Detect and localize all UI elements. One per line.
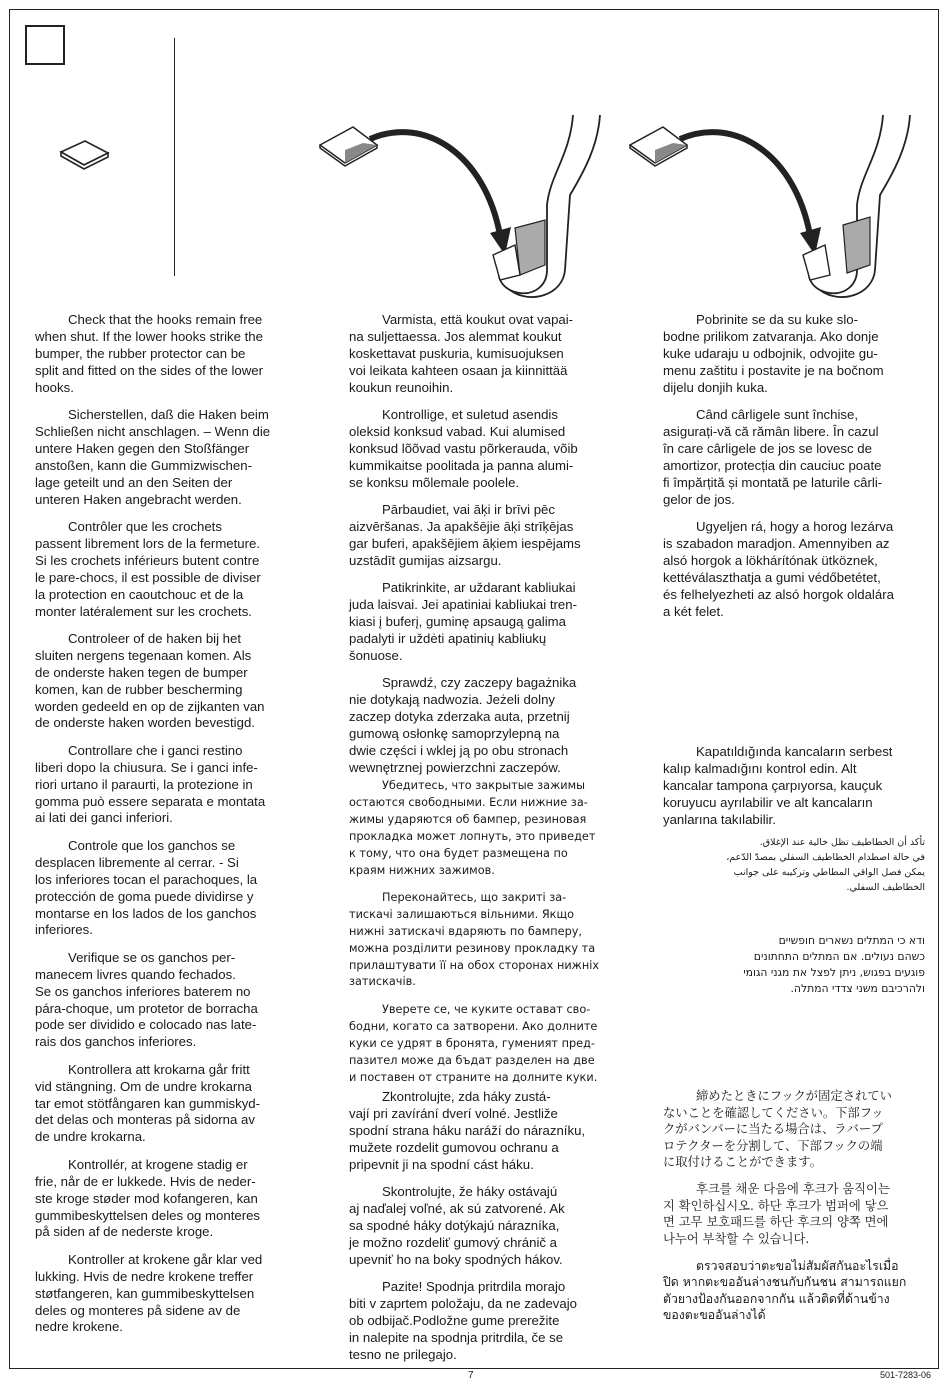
text-uk: Переконайтесь, що закриті за- тискачі залишаються вільними. Якщо нижні затискачі вдаряють по бамперу, можна розділити резинову прокладку та прилаштувати її на обох сторонах нижніх затискачів. — [349, 890, 600, 989]
column-middle — [349, 312, 614, 787]
text-fi: Varmista, että koukut ovat vapai- na suljettaessa. Jos alemmat koukut koskettavat puskuria, kumisuojuksen voi leikata kahteen osaan ja kiinnittää koukun reunoihin. — [349, 312, 574, 395]
text-hu: Ugyeljen rá, hogy a horog lezárva is szabadon maradjon. Amennyiben az alsó horgok a lökhárítónak ütköznek, kettéválaszthatja a gumi védőbetétet, és felhelyezheti az alsó horgok oldalára a két felet. — [663, 518, 894, 619]
step-checkbox — [25, 25, 65, 65]
text-ko: 후크를 채운 다음에 후크가 움직이는 지 확인하십시오. 하단 후크가 범퍼에 닿으 면 고무 보호패드를 하단 후크의 양쪽 면에 나누어 부착할 수 있습니다. — [663, 1182, 890, 1246]
text-de: Sicherstellen, daß die Haken beim Schließen nicht anschlagen. – Wenn die untere Haken gegen den Stoßfänger anstoßen, kann die Gummizwischen- lage geteilt und an den Seiten der unteren Haken angebracht werden. — [35, 407, 271, 507]
text-th: ตรวจสอบว่าตะขอไม่สัมผัสกันอะไรเมื่อ ปิด หากตะขออันล่างชนกับกันชน สามารถแยก ตัวยางป้องกันออกจากกัน แล้วติดที่ด้านข้าง ของตะขออันล่างได้ — [663, 1258, 907, 1322]
text-ja: 締めたときにフックが固定されてい ないことを確認してください。下部フッ クがバンパーに当たる場合は、ラバープ ロテクターを分割して、下部フックの端 に取付けることができます。 — [663, 1089, 892, 1169]
document-code: 501-7283-06 — [880, 1370, 932, 1380]
text-tr: Kapatıldığında kancaların serbest kalıp kalmadığını kontrol edin. Alt kancalar tampona çarpıyorsa, kauçuk koruyucu ayrılabilir ve alt kancaların yanlarına takılabilir. — [663, 744, 893, 827]
text-sl: Pazite! Spodnja pritrdila morajo biti v zaprtem položaju, da ne zadevajo ob odbijač.Podložne gume prerežite in nalepite na spodnja pritrdila, če se tesno ne prilegajo. — [349, 1279, 577, 1362]
column-right — [663, 312, 928, 631]
text-sk: Skontrolujte, že háky ostávajú aj naďalej voľné, ak sú zatvorené. Ak sa spodné háky dotýkajú nárazníka, je možno rozdeliť gumový chránič a upevniť ho na boky spodných hákov. — [349, 1184, 565, 1267]
text-fr: Contrôler que les crochets passent librement lors de la fermeture. Si les crochets inférieurs butent contre le pare-chocs, il est possible de diviser la protection en caoutchouc et de la monter latéralement sur les crochets. — [35, 518, 261, 619]
column-left — [35, 312, 300, 1347]
text-it: Controllare che i ganci restino liberi dopo la chiusura. Se i ganci infe- riori urtano il paraurti, la protezione in gomma può essere separata e montata ai lati dei ganci inferiori. — [35, 742, 266, 826]
text-lt: Patikrinkite, ar uždarant kabliukai juda laisvai. Jei apatiniai kabliukai tren- kiasi į buferį, guminę apsaugą galima padalyti ir uždėti apatinių kabliukų šonuose. — [349, 580, 577, 663]
column-middle-cyrillic — [349, 778, 614, 1097]
text-ro: Când cârligele sunt închise, asigurați-vă că rămân libere. În cazul în care cârligele de jos se lovesc de amortizor, protecția din cauciuc poate fi împărțită și montată pe laturile cârli- gelor de jos. — [663, 407, 883, 507]
hook-illustration-right — [625, 115, 915, 300]
text-lv: Pārbaudiet, vai āķi ir brīvi pēc aizvēršanas. Ja apakšējie āķi strīķējas gar buferi, apakšējiem āķiem iespējams uzstādīt gumijas aizsargu. — [349, 502, 581, 568]
text-nl: Controleer of de haken bij het sluiten nergens tegenaan komen. Als de onderste haken tegen de bumper komen, kan de rubber bescherming worden gedeeld en op de zijkanten van de onderste haken worden bevestigd. — [35, 630, 265, 731]
text-ar: تأكد أن الخطاطيف تظل خالية عند الإغلاق. في حالة اصطدام الخطاطيف السفلي بمصدّ الدّعم، يمكن فصل الواقي المطاطي وتركيبه على جوانب الخطاطيف السفلي. — [726, 837, 925, 893]
text-hr: Pobrinite se da su kuke slo- bodne prilikom zatvaranja. Ako donje kuke udaraju u odbojnik, odvojite gu- menu zaštitu i postavite je na bočnom dijelu donjih kuka. — [663, 312, 884, 395]
divider-line — [174, 38, 175, 276]
rubber-pad-illustration — [55, 135, 115, 175]
hook-illustration-left — [315, 115, 605, 300]
text-pt: Verifique se os ganchos per- manecem livres quando fechados. Se os ganchos inferiores baterem no pára-choque, um protetor de borracha pode ser dividido e colocado nas late- rais dos ganchos inferiores. — [35, 949, 258, 1050]
text-da: Kontrollér, at krogene stadig er frie, når de er lukkede. Hvis de neder- ste kroge støder mod kofangeren, kan gummibeskyttelsen deles og monteres på siden af de nederste kroge. — [35, 1156, 261, 1240]
text-cs: Zkontrolujte, zda háky zustá- vají pri zavírání dverí volné. Jestliže spodní strana háku naráží do nárazníku, mužete rozdelit gumovou ochranu a pripevnit ji na spodní cást háku. — [349, 1089, 586, 1172]
column-middle-tail — [349, 1089, 614, 1374]
text-ru: Убедитесь, что закрытые зажимы остаются свободными. Если нижние за- жимы ударяются об бампер, резиновая прокладка может лопнуть, это приведет к тому, что она будет размещена по краям нижних зажимов. — [349, 779, 596, 877]
page-number: 7 — [468, 1370, 474, 1381]
column-right-hebrew — [663, 933, 925, 1008]
column-right-cjk — [663, 1088, 928, 1334]
column-right-turkish — [663, 744, 928, 839]
text-no: Kontroller at krokene går klar ved lukking. Hvis de nedre krokene treffer støtfangeren, kan gummibeskyttelsen deles og monteres på sidene av de nedre krokene. — [35, 1251, 263, 1335]
text-et: Kontrollige, et suletud asendis oleksid konksud vabad. Kui alumised konksud lõõvad vastu põrkerauda, võib kummikaitse poolitada ja panna alumi- se konksu mõlemale poolele. — [349, 407, 578, 490]
text-es: Controle que los ganchos se desplacen libremente al cerrar. - Si los inferiores tocan el parachoques, la protección de goma puede dividirse y montarse en los lados de los ganchos inferiores. — [35, 837, 258, 938]
text-he: ודא כי המתלים נשארים חופשיים כשהם נעולים. אם המתלים התחתונים פוגעים בפגוש, ניתן לפצל את מגני הגומי ולהרכיבם משני צדדי המתלה. — [743, 934, 925, 995]
text-bg: Уверете се, че куките остават сво- бодни, когато са затворени. Ако долните куки се удрят в бронята, гуменият пред- пазител може да бъдат разделен на две и поставен от страните на долните куки. — [349, 1002, 598, 1084]
text-sv: Kontrollera att krokarna går fritt vid stängning. Om de undre krokarna tar emot stötfångaren kan gummiskyd- det delas och monteras på sidorna av de undre krokarna. — [35, 1061, 261, 1145]
text-pl: Sprawdź, czy zaczepy bagażnika nie dotykają nadwozia. Jeżeli dolny zaczep dotyka zderzaka auta, przetnij gumową osłonkę samoprzylepną na dwie części i wklej ją po obu stronach wewnętrznej powierzchni zaczepów. — [349, 675, 577, 775]
column-right-arabic — [663, 835, 925, 906]
text-en: Check that the hooks remain free when shut. If the lower hooks strike the bumper, the rubber protector can be split and fitted on the sides of the lower hooks. — [35, 312, 263, 395]
